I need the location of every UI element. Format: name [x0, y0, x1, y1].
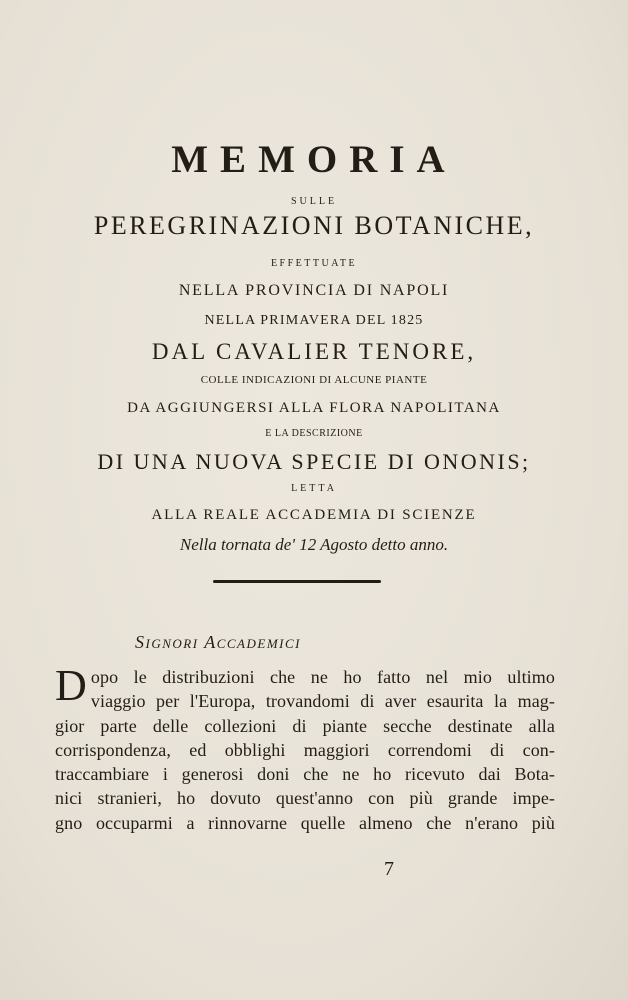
- drop-cap: D: [55, 661, 87, 710]
- title-indicazioni: COLLE INDICAZIONI DI ALCUNE PIANTE: [200, 374, 428, 386]
- page-number: 7: [384, 858, 394, 880]
- title-sulle: SULLE: [290, 196, 338, 207]
- title-peregrinazioni: PEREGRINAZIONI BOTANICHE,: [93, 211, 535, 240]
- title-effettuate: EFFETTUATE: [270, 258, 358, 269]
- title-primavera: NELLA PRIMAVERA DEL 1825: [204, 313, 424, 328]
- title-descrizione: E LA DESCRIZIONE: [265, 428, 363, 439]
- ornamental-rule: [213, 580, 381, 583]
- title-flora: DA AGGIUNGERSI ALLA FLORA NAPOLITANA: [127, 400, 501, 416]
- text-line: viaggio per l'Europa, trovandomi di aver esaurita la mag-: [90, 691, 555, 712]
- title-memoria: MEMORIA: [171, 138, 457, 181]
- title-letta: LETTA: [291, 483, 337, 494]
- text-line: gior parte delle collezioni di piante secche destinate alla: [55, 715, 555, 736]
- text-line: traccambiare i generosi doni che ne ho ricevuto dai Bota-: [55, 764, 555, 785]
- text-line: corrispondenza, ed obblighi maggiori correndomi di con-: [55, 739, 555, 760]
- title-ononis: DI UNA NUOVA SPECIE DI ONONIS;: [97, 449, 531, 474]
- salutation: Signori Accademici: [135, 632, 301, 652]
- text-line: nici stranieri, ho dovuto quest'anno con più grande impe-: [55, 788, 555, 809]
- title-provincia: NELLA PROVINCIA DI NAPOLI: [178, 282, 450, 299]
- text-line: opo le distribuzioni che ne ho fatto nel mio ultimo: [90, 667, 555, 687]
- title-accademia: ALLA REALE ACCADEMIA DI SCIENZE: [151, 507, 477, 523]
- text-line: gno occuparmi a rinnovarne quelle almeno che n'erano più: [55, 812, 555, 833]
- title-tornata: Nella tornata de' 12 Agosto detto anno.: [179, 535, 449, 554]
- title-author: DAL CAVALIER TENORE,: [151, 339, 477, 364]
- body-text: [55, 661, 555, 835]
